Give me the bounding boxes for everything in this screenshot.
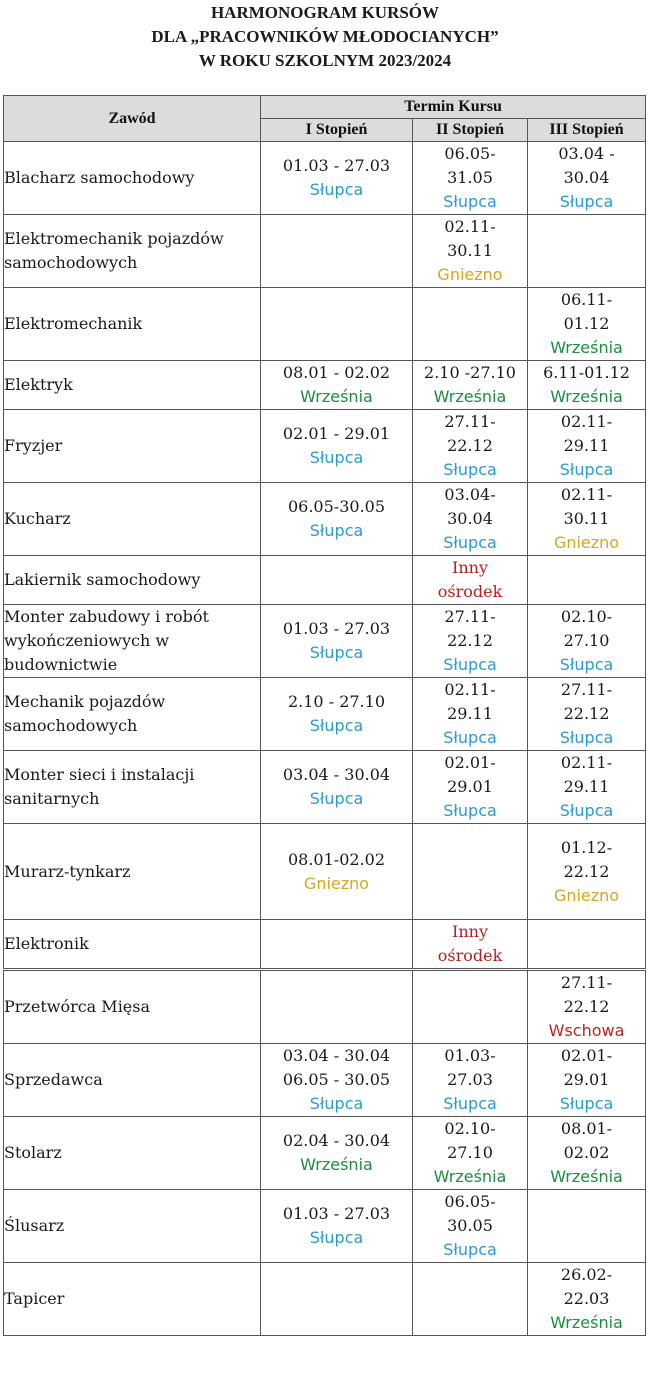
stopien-2-cell	[413, 288, 528, 361]
location-label: Słupca	[309, 1228, 364, 1247]
date-range: 6.11-01.12	[543, 363, 630, 382]
date-range: 22.03	[563, 1289, 610, 1308]
date-range: 06.11-	[560, 290, 613, 309]
stopien-2-cell	[413, 410, 528, 483]
profession-name: Elektronik	[4, 920, 261, 970]
profession-name: Lakiernik samochodowy	[4, 556, 261, 605]
table-row	[4, 1044, 646, 1117]
location-label: Września	[550, 1167, 623, 1186]
stopien-3-cell	[528, 556, 646, 605]
date-range: 02.11-	[444, 217, 496, 236]
stopien-1-cell	[261, 1044, 413, 1117]
stopien-1-cell	[261, 920, 413, 970]
header-stopien-1: I Stopień	[261, 119, 413, 142]
stopien-1-cell	[261, 483, 413, 556]
title-line-1: HARMONOGRAM KURSÓW	[210, 3, 440, 22]
date-range: 22.12	[447, 631, 493, 650]
location-label: Słupca	[443, 460, 497, 479]
header-stopien-3: III Stopień	[528, 119, 646, 142]
location-label: Gniezno	[437, 265, 503, 284]
location-label: Inny	[452, 558, 488, 577]
profession-name: Fryzjer	[4, 410, 261, 483]
date-range: 06.05-	[444, 1192, 496, 1211]
table-row	[4, 1263, 646, 1336]
table-row	[4, 1190, 646, 1263]
date-range: 06.05 - 30.05	[282, 1070, 391, 1089]
stopien-1-cell	[261, 288, 413, 361]
date-range: 30.05	[447, 1216, 493, 1235]
location-label: Września	[550, 387, 623, 406]
location-label: Słupca	[559, 728, 614, 747]
date-range: 29.01	[563, 1070, 610, 1089]
stopien-3-cell	[528, 410, 646, 483]
location-label: Słupca	[559, 460, 614, 479]
date-range: 29.01	[447, 777, 493, 796]
date-range: 27.03	[447, 1070, 493, 1089]
stopien-1-cell	[261, 1263, 413, 1336]
title-line-3: W ROKU SZKOLNYM 2023/2024	[198, 51, 452, 70]
profession-name: Monter sieci i instalacji sanitarnych	[4, 751, 261, 824]
stopien-1-cell	[261, 824, 413, 920]
date-range: 26.02-	[560, 1265, 613, 1284]
date-range: 08.01-	[560, 1119, 613, 1138]
date-range: 02.11-	[560, 412, 613, 431]
date-range: 02.01-	[444, 753, 496, 772]
stopien-3-cell	[528, 1190, 646, 1263]
stopien-1-cell	[261, 361, 413, 410]
location-label: Słupca	[443, 728, 497, 747]
stopien-3-cell	[528, 970, 646, 1044]
header-termin-kursu: Termin Kursu	[261, 96, 646, 119]
date-range: 2.10 -27.10	[424, 363, 516, 382]
location-label: Września	[300, 387, 373, 406]
date-range: 01.12-	[560, 837, 613, 857]
location-label: Inny	[452, 922, 488, 941]
date-range: 02.10-	[444, 1119, 496, 1138]
date-range: 30.04	[447, 509, 493, 528]
stopien-2-cell	[413, 1190, 528, 1263]
date-range: 02.10-	[560, 607, 613, 626]
location-label: ośrodek	[437, 582, 503, 601]
stopien-3-cell	[528, 215, 646, 288]
table-row	[4, 556, 646, 605]
location-label: Słupca	[443, 1094, 497, 1113]
profession-name: Tapicer	[4, 1263, 261, 1336]
location-label: Słupca	[309, 1094, 364, 1113]
date-range: 08.01-02.02	[287, 849, 385, 869]
stopien-2-cell	[413, 920, 528, 970]
date-range: 01.03 - 27.03	[282, 1204, 391, 1223]
profession-name: Ślusarz	[4, 1190, 261, 1263]
profession-name: Elektromechanik	[4, 288, 261, 361]
stopien-3-cell	[528, 288, 646, 361]
table-row	[4, 920, 646, 970]
profession-name: Mechanik pojazdów samochodowych	[4, 678, 261, 751]
date-range: 27.10	[563, 631, 610, 650]
stopien-2-cell	[413, 142, 528, 215]
date-range: 29.11	[563, 436, 610, 455]
stopien-3-cell	[528, 1263, 646, 1336]
date-range: 22.12	[563, 997, 610, 1016]
location-label: Września	[550, 1313, 623, 1332]
profession-name: Murarz-tynkarz	[4, 824, 261, 920]
date-range: 27.11-	[444, 607, 496, 626]
location-label: Słupca	[309, 521, 364, 540]
table-row	[4, 410, 646, 483]
date-range: 27.11-	[560, 680, 613, 699]
profession-name: Kucharz	[4, 483, 261, 556]
stopien-2-cell	[413, 1044, 528, 1117]
schedule-body	[4, 142, 646, 1336]
location-label: Wschowa	[548, 1021, 625, 1040]
date-range: 30.11	[447, 241, 493, 260]
table-row	[4, 1117, 646, 1190]
location-label: Słupca	[309, 643, 364, 662]
date-range: 01.03-	[444, 1046, 496, 1065]
date-range: 31.05	[447, 168, 493, 187]
stopien-3-cell	[528, 1117, 646, 1190]
stopien-2-cell	[413, 361, 528, 410]
location-label: Słupca	[443, 655, 497, 674]
date-range: 03.04 -	[558, 144, 615, 163]
table-row	[4, 142, 646, 215]
location-label: Gniezno	[553, 533, 620, 552]
location-label: Słupca	[559, 655, 614, 674]
stopien-1-cell	[261, 678, 413, 751]
date-range: 03.04 - 30.04	[282, 1046, 391, 1065]
stopien-3-cell	[528, 824, 646, 920]
location-label: Słupca	[443, 192, 497, 211]
stopien-2-cell	[413, 605, 528, 678]
date-range: 06.05-	[444, 144, 496, 163]
location-label: Słupca	[309, 789, 364, 808]
location-label: Września	[433, 387, 507, 406]
location-label: Września	[433, 1167, 507, 1186]
stopien-2-cell	[413, 1263, 528, 1336]
date-range: 02.04 - 30.04	[282, 1131, 391, 1150]
location-label: Słupca	[559, 192, 614, 211]
table-row	[4, 605, 646, 678]
date-range: 30.11	[563, 509, 610, 528]
stopien-3-cell	[528, 142, 646, 215]
stopien-1-cell	[261, 751, 413, 824]
stopien-2-cell	[413, 751, 528, 824]
location-label: Słupca	[309, 448, 364, 467]
date-range: 22.12	[563, 861, 610, 881]
table-row	[4, 215, 646, 288]
stopien-2-cell	[413, 970, 528, 1044]
date-range: 27.10	[447, 1143, 493, 1162]
stopien-2-cell	[413, 824, 528, 920]
date-range: 02.11-	[444, 680, 496, 699]
table-row	[4, 288, 646, 361]
stopien-1-cell	[261, 556, 413, 605]
schedule-table	[3, 95, 646, 1336]
stopien-1-cell	[261, 410, 413, 483]
date-range: 22.12	[447, 436, 493, 455]
date-range: 29.11	[563, 777, 610, 796]
stopien-2-cell	[413, 483, 528, 556]
location-label: Września	[550, 338, 623, 357]
date-range: 02.11-	[560, 753, 613, 772]
stopien-3-cell	[528, 483, 646, 556]
stopien-3-cell	[528, 751, 646, 824]
stopien-1-cell	[261, 605, 413, 678]
location-label: Słupca	[443, 801, 497, 820]
date-range: 27.11-	[560, 973, 613, 992]
document-title	[0, 0, 650, 73]
profession-name: Monter zabudowy i robót wykończeniowych w budownictwie	[4, 605, 261, 678]
table-row	[4, 361, 646, 410]
table-row	[4, 751, 646, 824]
date-range: 02.01 - 29.01	[282, 424, 391, 443]
stopien-2-cell	[413, 1117, 528, 1190]
header-stopien-2: II Stopień	[413, 119, 528, 142]
stopien-1-cell	[261, 1190, 413, 1263]
date-range: 02.02	[563, 1143, 610, 1162]
location-label: Słupca	[559, 1094, 614, 1113]
location-label: Słupca	[443, 533, 497, 552]
profession-name: Sprzedawca	[4, 1044, 261, 1117]
date-range: 01.12	[563, 314, 610, 333]
location-label: Słupca	[559, 801, 614, 820]
stopien-2-cell	[413, 556, 528, 605]
location-label: Słupca	[443, 1240, 497, 1259]
location-label: Słupca	[309, 180, 364, 199]
location-label: Słupca	[309, 716, 364, 735]
table-row	[4, 678, 646, 751]
title-line-2: DLA „PRACOWNIKÓW MŁODOCIANYCH”	[151, 27, 499, 46]
date-range: 01.03 - 27.03	[282, 619, 391, 638]
stopien-3-cell	[528, 1044, 646, 1117]
stopien-2-cell	[413, 215, 528, 288]
date-range: 22.12	[563, 704, 610, 723]
date-range: 27.11-	[444, 412, 496, 431]
date-range: 2.10 - 27.10	[287, 692, 385, 711]
date-range: 01.03 - 27.03	[282, 156, 391, 175]
stopien-3-cell	[528, 361, 646, 410]
date-range: 03.04 - 30.04	[282, 765, 391, 784]
location-label: Września	[300, 1155, 373, 1174]
stopien-1-cell	[261, 215, 413, 288]
stopien-1-cell	[261, 1117, 413, 1190]
location-label: Gniezno	[553, 885, 620, 905]
profession-name: Elektryk	[4, 361, 261, 410]
stopien-3-cell	[528, 678, 646, 751]
stopien-1-cell	[261, 970, 413, 1044]
profession-name: Stolarz	[4, 1117, 261, 1190]
date-range: 02.01-	[560, 1046, 613, 1065]
table-row	[4, 483, 646, 556]
stopien-2-cell	[413, 678, 528, 751]
date-range: 03.04-	[444, 485, 496, 504]
profession-name: Blacharz samochodowy	[4, 142, 261, 215]
stopien-3-cell	[528, 605, 646, 678]
profession-name: Przetwórca Mięsa	[4, 970, 261, 1044]
header-zawod: Zawód	[4, 96, 261, 142]
date-range: 08.01 - 02.02	[282, 363, 391, 382]
location-label: Gniezno	[303, 873, 370, 893]
table-row	[4, 824, 646, 920]
table-row	[4, 970, 646, 1044]
date-range: 02.11-	[560, 485, 613, 504]
stopien-3-cell	[528, 920, 646, 970]
date-range: 29.11	[447, 704, 493, 723]
profession-name: Elektromechanik pojazdów samochodowych	[4, 215, 261, 288]
date-range: 06.05-30.05	[287, 497, 385, 516]
date-range: 30.04	[563, 168, 610, 187]
location-label: ośrodek	[437, 946, 503, 965]
stopien-1-cell	[261, 142, 413, 215]
